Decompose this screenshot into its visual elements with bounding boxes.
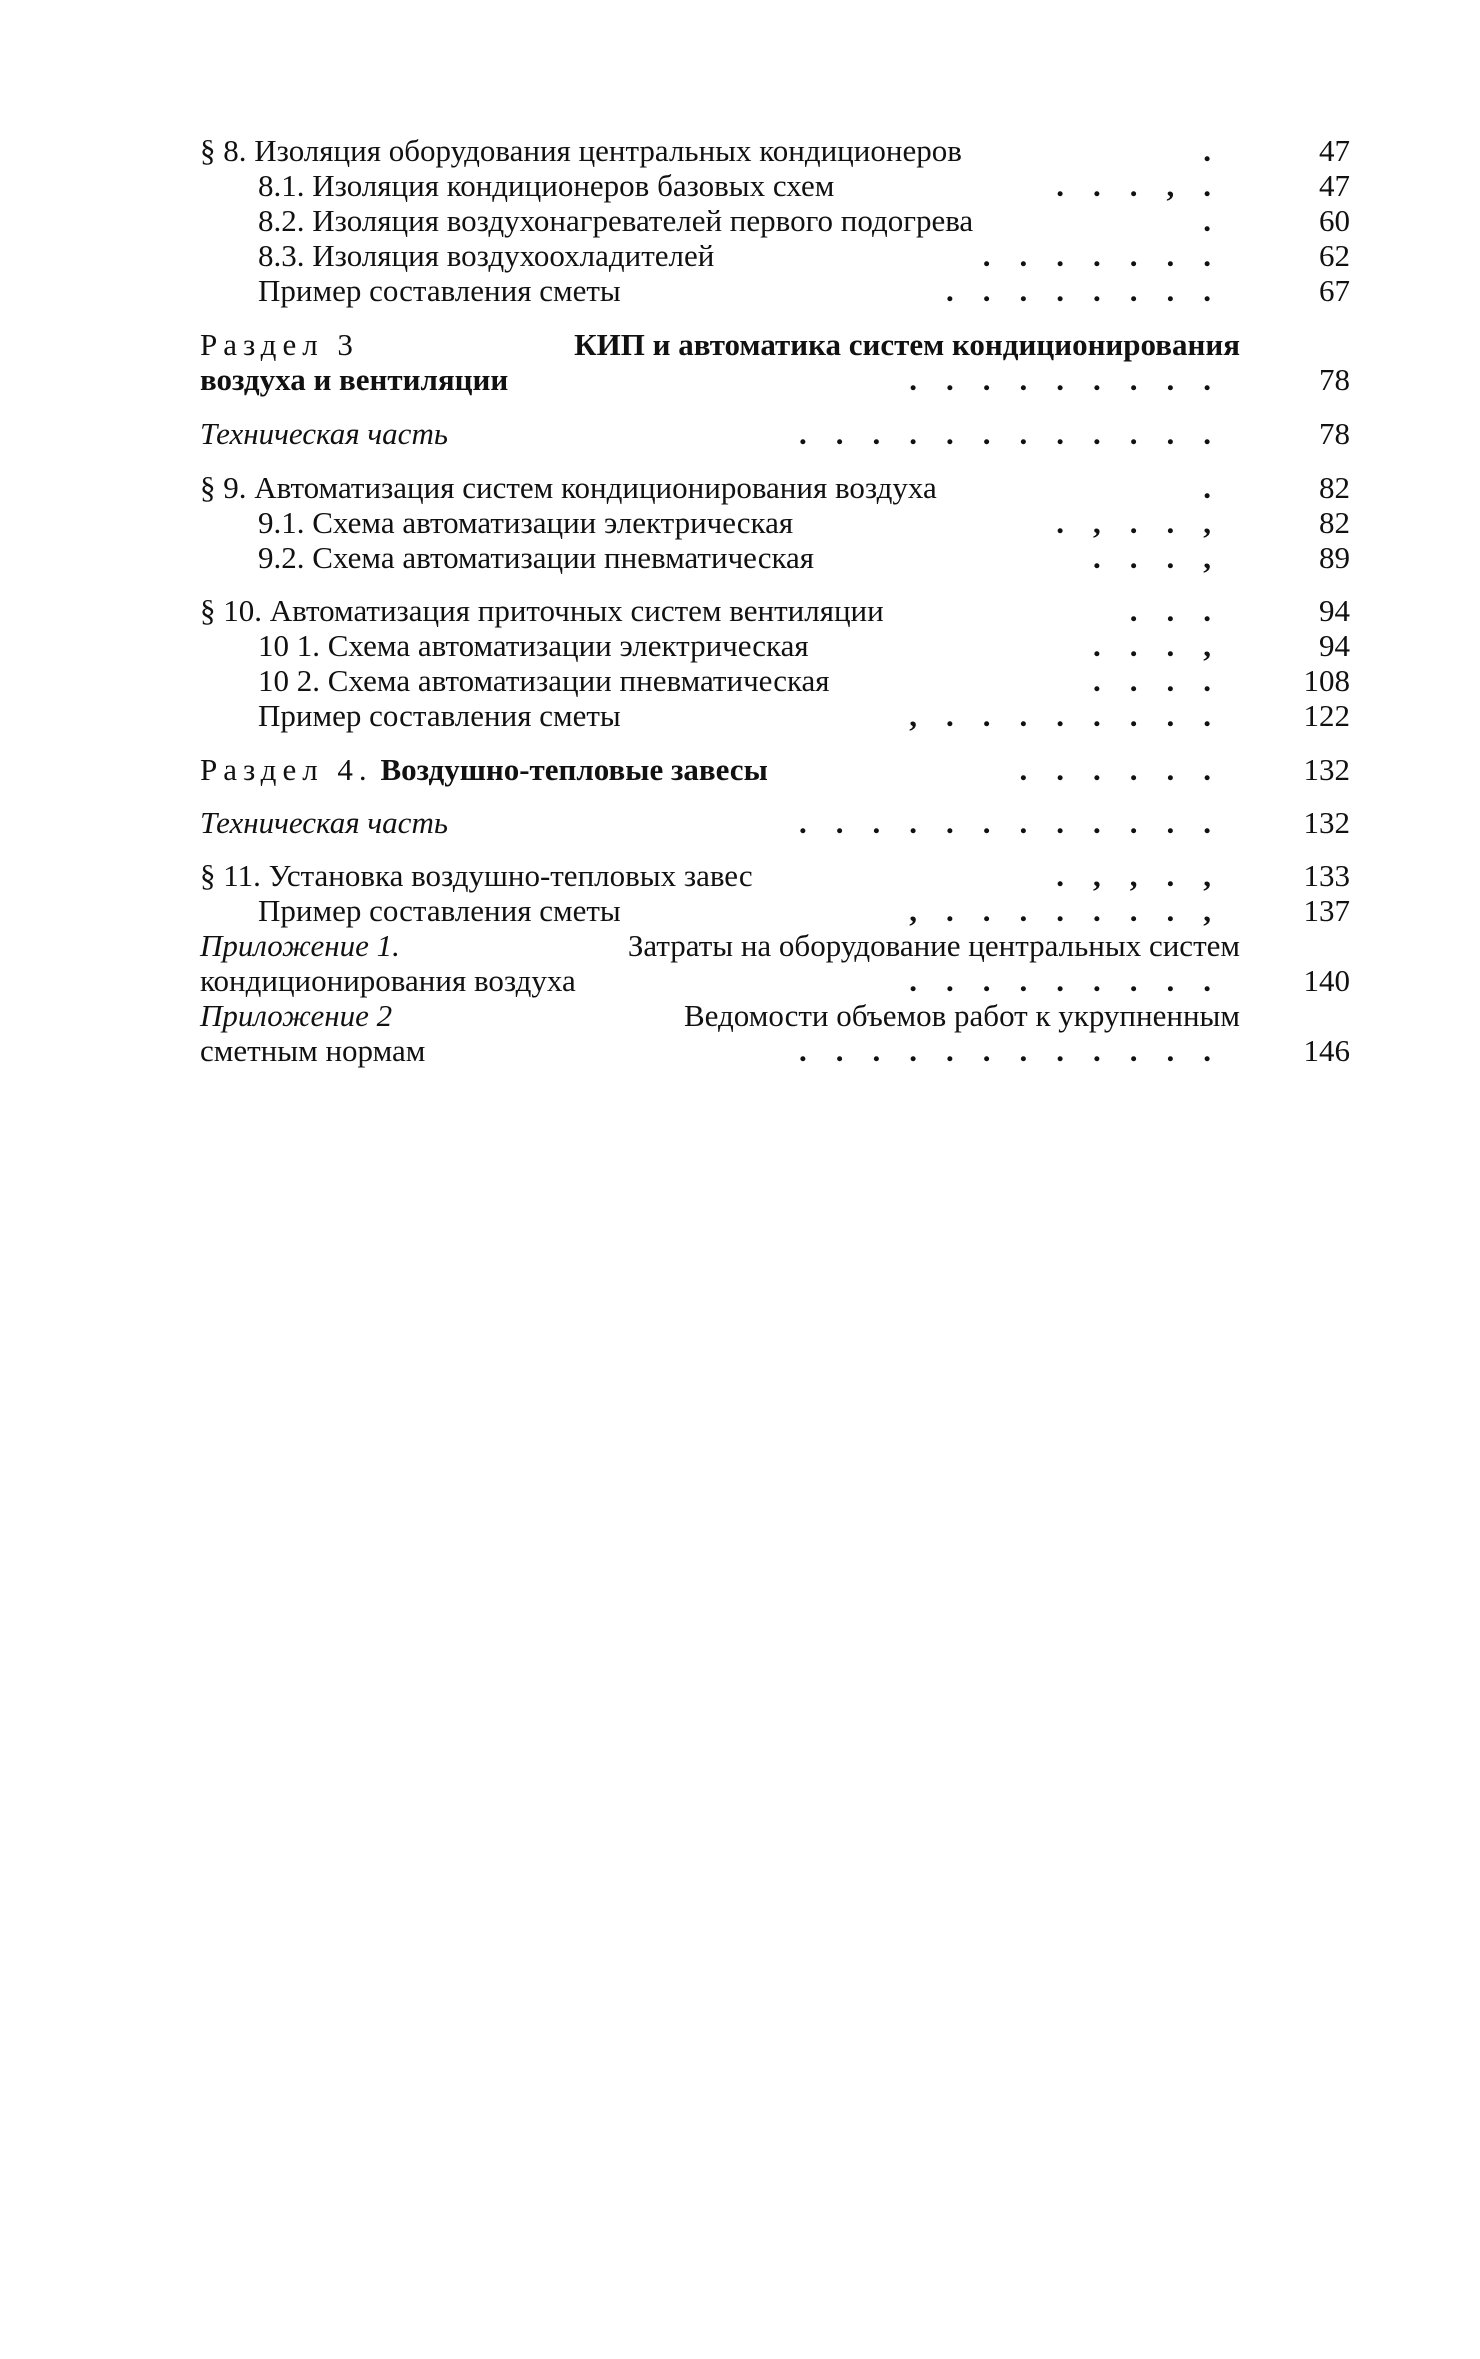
toc-entry-text: 10 1. Схема автоматизации электрическая bbox=[258, 628, 809, 663]
toc-entry-text: 8.2. Изоляция воздухонагревателей первого подогрева bbox=[258, 203, 974, 238]
toc-entry-s10-2 bbox=[258, 663, 1240, 699]
toc-entry-s10-1 bbox=[258, 628, 1240, 664]
section-3-label: Раздел 3 bbox=[200, 327, 359, 362]
toc-page-number: 47 bbox=[1319, 133, 1350, 168]
toc-entry-s8-example bbox=[258, 273, 1240, 309]
section-3-title-line1: КИП и автоматика систем кондиционирования bbox=[574, 327, 1240, 362]
leader-dots: ............ bbox=[799, 1033, 1240, 1068]
leader-dots: ......... bbox=[909, 963, 1240, 998]
leader-dots: ... bbox=[1129, 593, 1240, 628]
toc-page-number: 89 bbox=[1319, 540, 1350, 575]
toc-page-number: 78 bbox=[1319, 362, 1350, 397]
leader-dots: ,......., bbox=[909, 893, 1240, 928]
toc-entry-s8-2 bbox=[258, 203, 1240, 239]
toc-entry-s8-1 bbox=[258, 168, 1240, 204]
toc-entry-s11 bbox=[200, 858, 1240, 894]
toc-entry-section-4-tech bbox=[200, 805, 1240, 841]
toc-page-number: 47 bbox=[1319, 168, 1350, 203]
toc-entry-text: § 8. Изоляция оборудования центральных кондиционеров bbox=[200, 133, 962, 168]
appendix-1-line2 bbox=[200, 963, 1240, 999]
section-4-title: Воздушно-тепловые завесы bbox=[380, 752, 768, 787]
appendix-1-title-line2: кондиционирования воздуха bbox=[200, 963, 576, 998]
leader-dots: ..., bbox=[1093, 628, 1240, 663]
toc-entry-text: 10 2. Схема автоматизации пневматическая bbox=[258, 663, 830, 698]
toc-page-number: 146 bbox=[1303, 1033, 1350, 1068]
toc-page-number: 132 bbox=[1303, 752, 1350, 787]
toc-entry-text: Техническая часть bbox=[200, 416, 448, 451]
section-4-heading-text bbox=[200, 752, 768, 788]
leader-dots: ...... bbox=[1019, 752, 1240, 787]
appendix-2-title-line1: Ведомости объемов работ к укрупненным bbox=[684, 998, 1240, 1033]
section-3-heading-line2 bbox=[200, 362, 1240, 398]
toc-page-number: 60 bbox=[1319, 203, 1350, 238]
toc-page-number: 108 bbox=[1303, 663, 1350, 698]
toc-page-number: 133 bbox=[1303, 858, 1350, 893]
toc-page-number: 82 bbox=[1319, 470, 1350, 505]
toc-entry-text: 9.2. Схема автоматизации пневматическая bbox=[258, 540, 815, 575]
appendix-1-line1 bbox=[200, 928, 1240, 964]
toc-page-number: 67 bbox=[1319, 273, 1350, 308]
toc-entry-text: Техническая часть bbox=[200, 805, 448, 840]
toc-entry-s8 bbox=[200, 133, 1240, 169]
section-3-title-line2: воздуха и вентиляции bbox=[200, 362, 509, 397]
leader-dots: ....... bbox=[982, 238, 1240, 273]
leader-dots: ..., bbox=[1093, 540, 1240, 575]
appendix-2-title-line2: сметным нормам bbox=[200, 1033, 426, 1068]
section-4-label: Раздел 4. bbox=[200, 752, 373, 787]
toc-entry-s10 bbox=[200, 593, 1240, 629]
appendix-1-title-line1: Затраты на оборудование центральных систем bbox=[627, 928, 1240, 963]
leader-dots: ...,. bbox=[1056, 168, 1240, 203]
toc-page-number: 82 bbox=[1319, 505, 1350, 540]
leader-dots: .,,., bbox=[1056, 858, 1240, 893]
leader-dots: ,........ bbox=[909, 698, 1240, 733]
toc-entry-text: 8.1. Изоляция кондиционеров базовых схем bbox=[258, 168, 835, 203]
toc-entry-text: 8.3. Изоляция воздухоохладителей bbox=[258, 238, 715, 273]
appendix-2-line1 bbox=[200, 998, 1240, 1034]
toc-page-number: 62 bbox=[1319, 238, 1350, 273]
toc-entry-s11-example bbox=[258, 893, 1240, 929]
appendix-2-label: Приложение 2 bbox=[200, 998, 393, 1033]
toc-entry-text: § 10. Автоматизация приточных систем вентиляции bbox=[200, 593, 884, 628]
toc-page-number: 78 bbox=[1319, 416, 1350, 451]
section-3-heading-line1 bbox=[200, 327, 1240, 363]
toc-page-number: 137 bbox=[1303, 893, 1350, 928]
toc-entry-text: Пример составления сметы bbox=[258, 698, 621, 733]
toc-entry-s9-1 bbox=[258, 505, 1240, 541]
toc-page-number: 94 bbox=[1319, 628, 1350, 663]
leader-dots: .... bbox=[1093, 663, 1240, 698]
toc-entry-s10-example bbox=[258, 698, 1240, 734]
toc-entry-text: Пример составления сметы bbox=[258, 273, 621, 308]
toc-page-number: 94 bbox=[1319, 593, 1350, 628]
leader-dots: .,.., bbox=[1056, 505, 1240, 540]
toc-page-number: 122 bbox=[1303, 698, 1350, 733]
leader-dots: . bbox=[1203, 203, 1240, 238]
toc-entry-text: § 9. Автоматизация систем кондиционирования воздуха bbox=[200, 470, 937, 505]
toc-entry-s9-2 bbox=[258, 540, 1240, 576]
leader-dots: ........ bbox=[946, 273, 1240, 308]
toc-entry-s9 bbox=[200, 470, 1240, 506]
appendix-1-label: Приложение 1. bbox=[200, 928, 400, 963]
toc-entry-section-3-tech bbox=[200, 416, 1240, 452]
section-4-heading bbox=[200, 752, 1240, 788]
toc-entry-text: 9.1. Схема автоматизации электрическая bbox=[258, 505, 794, 540]
toc-page-number: 132 bbox=[1303, 805, 1350, 840]
leader-dots: . bbox=[1203, 133, 1240, 168]
toc-entry-text: Пример составления сметы bbox=[258, 893, 621, 928]
toc-entry-text: § 11. Установка воздушно-тепловых завес bbox=[200, 858, 753, 893]
leader-dots: ......... bbox=[909, 362, 1240, 397]
toc-entry-s8-3 bbox=[258, 238, 1240, 274]
toc-page-number: 140 bbox=[1303, 963, 1350, 998]
leader-dots: . bbox=[1203, 470, 1240, 505]
appendix-2-line2 bbox=[200, 1033, 1240, 1069]
leader-dots: ............ bbox=[799, 805, 1240, 840]
leader-dots: ............ bbox=[799, 416, 1240, 451]
